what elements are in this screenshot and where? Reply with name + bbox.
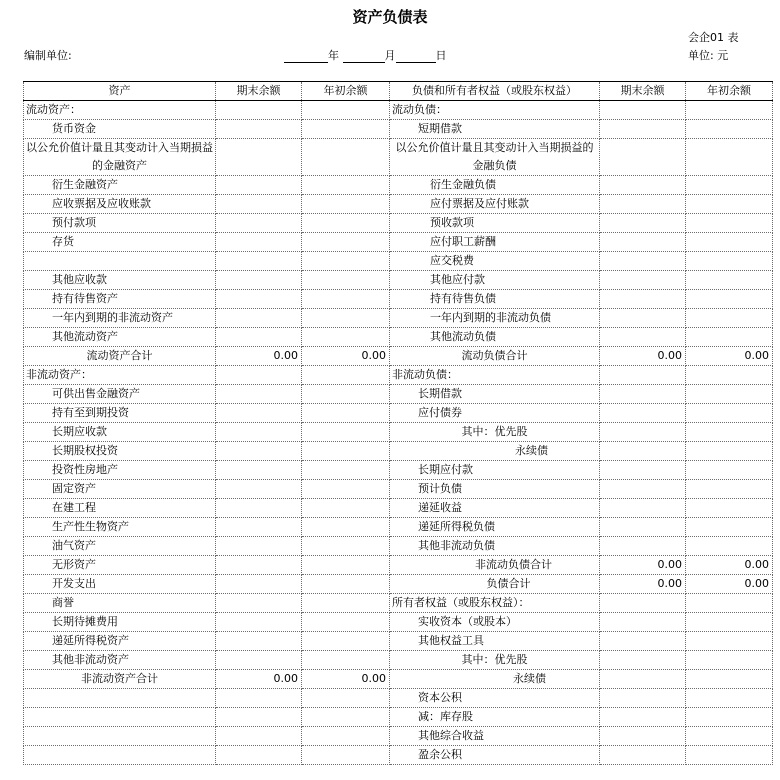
table-row xyxy=(24,480,773,499)
asset-begin-value[interactable]: 0.00 xyxy=(302,670,390,689)
asset-end-value[interactable] xyxy=(216,594,302,613)
table-row xyxy=(24,404,773,423)
liability-begin-value[interactable] xyxy=(686,708,773,727)
liability-label: 短期借款 xyxy=(390,120,600,139)
table-row xyxy=(24,101,773,120)
liability-begin-value[interactable] xyxy=(686,214,773,233)
asset-end-value[interactable] xyxy=(216,556,302,575)
liability-label: 预收款项 xyxy=(390,214,600,233)
liability-begin-value[interactable] xyxy=(686,613,773,632)
asset-begin-value[interactable] xyxy=(302,290,390,309)
liability-begin-value[interactable] xyxy=(686,423,773,442)
asset-label: 开发支出 xyxy=(24,575,216,594)
asset-end-value[interactable] xyxy=(216,120,302,139)
asset-end-value[interactable] xyxy=(216,309,302,328)
asset-end-value[interactable]: 0.00 xyxy=(216,670,302,689)
asset-begin-value[interactable] xyxy=(302,328,390,347)
report-title: 资产负债表 xyxy=(352,8,428,26)
table-row xyxy=(24,195,773,214)
liability-begin-value[interactable] xyxy=(686,271,773,290)
liability-begin-value[interactable] xyxy=(686,480,773,499)
asset-label: 递延所得税资产 xyxy=(24,632,216,651)
asset-begin-value[interactable] xyxy=(302,613,390,632)
liability-label: 其中：优先股 xyxy=(390,651,600,670)
asset-label: 非流动资产： xyxy=(24,366,216,385)
liability-label: 其他综合收益 xyxy=(390,727,600,746)
table-row xyxy=(24,651,773,670)
liability-end-value[interactable] xyxy=(600,727,686,746)
asset-label: 无形资产 xyxy=(24,556,216,575)
asset-begin-value[interactable] xyxy=(302,632,390,651)
liability-label: 其中：优先股 xyxy=(390,423,600,442)
asset-end-value[interactable] xyxy=(216,101,302,120)
table-row xyxy=(24,120,773,139)
asset-label xyxy=(24,727,216,746)
liability-begin-value[interactable] xyxy=(686,632,773,651)
table-row xyxy=(24,214,773,233)
liability-end-value[interactable] xyxy=(600,746,686,765)
asset-label: 固定资产 xyxy=(24,480,216,499)
header-assets: 资产 xyxy=(24,82,216,101)
asset-end-value[interactable] xyxy=(216,689,302,708)
table-row xyxy=(24,347,773,366)
asset-begin-value[interactable] xyxy=(302,366,390,385)
currency-unit: 单位: 元 xyxy=(688,49,729,62)
asset-label xyxy=(24,708,216,727)
asset-label: 预付款项 xyxy=(24,214,216,233)
asset-end-value[interactable] xyxy=(216,632,302,651)
liability-end-value[interactable] xyxy=(600,423,686,442)
table-row xyxy=(24,594,773,613)
liability-begin-value[interactable]: 0.00 xyxy=(686,347,773,366)
liability-end-value[interactable] xyxy=(600,708,686,727)
asset-label xyxy=(24,252,216,271)
year-blank[interactable] xyxy=(284,51,328,63)
asset-end-value[interactable] xyxy=(216,290,302,309)
non-current-assets-total-label: 非流动资产合计 xyxy=(24,670,216,689)
current-liabilities-total-label: 流动负债合计 xyxy=(390,347,600,366)
asset-label: 长期股权投资 xyxy=(24,442,216,461)
asset-label: 以公允价值计量且其变动计入当期损益的金融资产 xyxy=(24,139,216,176)
header-begin-balance: 年初余额 xyxy=(302,82,390,101)
liability-label: 永续债 xyxy=(390,442,600,461)
current-assets-total-label: 流动资产合计 xyxy=(24,347,216,366)
asset-end-value[interactable] xyxy=(216,252,302,271)
asset-end-value[interactable] xyxy=(216,537,302,556)
liability-begin-value[interactable] xyxy=(686,120,773,139)
liability-label: 应付债券 xyxy=(390,404,600,423)
liability-end-value[interactable] xyxy=(600,594,686,613)
asset-label: 长期待摊费用 xyxy=(24,613,216,632)
liability-begin-value[interactable] xyxy=(686,385,773,404)
asset-end-value[interactable] xyxy=(216,461,302,480)
table-row xyxy=(24,575,773,594)
liability-begin-value[interactable] xyxy=(686,537,773,556)
asset-end-value[interactable] xyxy=(216,214,302,233)
asset-label: 持有至到期投资 xyxy=(24,404,216,423)
asset-end-value[interactable] xyxy=(216,442,302,461)
year-label: 年 xyxy=(328,49,339,62)
table-row xyxy=(24,632,773,651)
asset-end-value[interactable] xyxy=(216,385,302,404)
table-row xyxy=(24,442,773,461)
asset-end-value[interactable] xyxy=(216,271,302,290)
asset-label: 生产性生物资产 xyxy=(24,518,216,537)
liability-label: 一年内到期的非流动负债 xyxy=(390,309,600,328)
asset-label: 油气资产 xyxy=(24,537,216,556)
asset-begin-value[interactable] xyxy=(302,233,390,252)
balance-sheet-table xyxy=(23,81,773,765)
liability-end-value[interactable] xyxy=(600,271,686,290)
liability-end-value[interactable] xyxy=(600,120,686,139)
liability-begin-value[interactable] xyxy=(686,328,773,347)
liability-end-value[interactable] xyxy=(600,651,686,670)
reporting-entity-label: 编制单位: xyxy=(24,49,72,62)
liability-begin-value[interactable] xyxy=(686,727,773,746)
asset-end-value[interactable] xyxy=(216,480,302,499)
liability-end-value[interactable] xyxy=(600,176,686,195)
asset-begin-value[interactable] xyxy=(302,651,390,670)
asset-begin-value[interactable] xyxy=(302,746,390,765)
form-code: 会企01 表 xyxy=(688,31,739,44)
asset-begin-value[interactable] xyxy=(302,309,390,328)
day-blank[interactable] xyxy=(396,51,436,63)
table-row xyxy=(24,385,773,404)
table-row xyxy=(24,556,773,575)
asset-end-value[interactable] xyxy=(216,195,302,214)
table-row xyxy=(24,309,773,328)
liability-label: 其他非流动负债 xyxy=(390,537,600,556)
asset-end-value[interactable] xyxy=(216,176,302,195)
asset-begin-value[interactable] xyxy=(302,404,390,423)
table-row xyxy=(24,366,773,385)
liability-begin-value[interactable]: 0.00 xyxy=(686,575,773,594)
table-row xyxy=(24,271,773,290)
liability-label: 长期应付款 xyxy=(390,461,600,480)
liability-label: 流动负债： xyxy=(390,101,600,120)
liability-end-value[interactable] xyxy=(600,252,686,271)
liability-end-value[interactable]: 0.00 xyxy=(600,347,686,366)
asset-end-value[interactable] xyxy=(216,404,302,423)
asset-end-value[interactable] xyxy=(216,651,302,670)
asset-end-value[interactable] xyxy=(216,727,302,746)
liability-label: 资本公积 xyxy=(390,689,600,708)
asset-label xyxy=(24,746,216,765)
liability-begin-value[interactable] xyxy=(686,746,773,765)
asset-begin-value[interactable] xyxy=(302,499,390,518)
liability-label: 递延收益 xyxy=(390,499,600,518)
asset-begin-value[interactable] xyxy=(302,689,390,708)
liability-end-value[interactable] xyxy=(600,139,686,176)
asset-end-value[interactable] xyxy=(216,366,302,385)
asset-end-value[interactable] xyxy=(216,746,302,765)
asset-label: 其他非流动资产 xyxy=(24,651,216,670)
month-label: 月 xyxy=(384,49,396,62)
month-blank[interactable] xyxy=(343,51,385,63)
table-row xyxy=(24,670,773,689)
liability-begin-value[interactable] xyxy=(686,366,773,385)
asset-end-value[interactable] xyxy=(216,613,302,632)
liability-label: 应付职工薪酬 xyxy=(390,233,600,252)
table-row xyxy=(24,233,773,252)
table-row xyxy=(24,499,773,518)
asset-label: 一年内到期的非流动资产 xyxy=(24,309,216,328)
table-row xyxy=(24,423,773,442)
asset-label: 可供出售金融资产 xyxy=(24,385,216,404)
total-liabilities-label: 负债合计 xyxy=(390,575,600,594)
asset-label: 货币资金 xyxy=(24,120,216,139)
liability-begin-value[interactable] xyxy=(686,139,773,176)
liability-label: 其他流动负债 xyxy=(390,328,600,347)
asset-begin-value[interactable] xyxy=(302,139,390,176)
liability-label: 所有者权益（或股东权益）： xyxy=(390,594,600,613)
liability-begin-value[interactable] xyxy=(686,252,773,271)
table-row xyxy=(24,176,773,195)
asset-end-value[interactable] xyxy=(216,139,302,176)
liability-begin-value[interactable] xyxy=(686,689,773,708)
asset-begin-value[interactable] xyxy=(302,385,390,404)
asset-end-value[interactable] xyxy=(216,233,302,252)
liability-end-value[interactable] xyxy=(600,442,686,461)
asset-begin-value[interactable] xyxy=(302,708,390,727)
table-row xyxy=(24,139,773,176)
asset-label: 应收票据及应收账款 xyxy=(24,195,216,214)
liability-label: 盈余公积 xyxy=(390,746,600,765)
header-end-balance: 期末余额 xyxy=(216,82,302,101)
header-begin-balance-2: 年初余额 xyxy=(686,82,773,101)
asset-end-value[interactable] xyxy=(216,575,302,594)
liability-begin-value[interactable]: 0.00 xyxy=(686,556,773,575)
day-label: 日 xyxy=(435,49,447,62)
liability-end-value[interactable] xyxy=(600,480,686,499)
asset-label: 持有待售资产 xyxy=(24,290,216,309)
liability-label: 持有待售负债 xyxy=(390,290,600,309)
liability-begin-value[interactable] xyxy=(686,101,773,120)
table-row xyxy=(24,708,773,727)
liability-end-value[interactable] xyxy=(600,366,686,385)
asset-end-value[interactable] xyxy=(216,423,302,442)
liability-end-value[interactable] xyxy=(600,290,686,309)
asset-label: 投资性房地产 xyxy=(24,461,216,480)
asset-begin-value[interactable] xyxy=(302,214,390,233)
liability-end-value[interactable] xyxy=(600,101,686,120)
asset-end-value[interactable] xyxy=(216,708,302,727)
liability-end-value[interactable] xyxy=(600,309,686,328)
liability-begin-value[interactable] xyxy=(686,404,773,423)
liability-end-value[interactable] xyxy=(600,499,686,518)
asset-begin-value[interactable] xyxy=(302,727,390,746)
liability-begin-value[interactable] xyxy=(686,442,773,461)
asset-label: 其他应收款 xyxy=(24,271,216,290)
liability-begin-value[interactable] xyxy=(686,176,773,195)
liability-end-value[interactable] xyxy=(600,195,686,214)
table-row xyxy=(24,518,773,537)
liability-end-value[interactable] xyxy=(600,670,686,689)
liability-label: 其他应付款 xyxy=(390,271,600,290)
liability-begin-value[interactable] xyxy=(686,290,773,309)
table-row xyxy=(24,461,773,480)
liability-begin-value[interactable] xyxy=(686,233,773,252)
liability-begin-value[interactable] xyxy=(686,461,773,480)
asset-label: 商誉 xyxy=(24,594,216,613)
liability-begin-value[interactable] xyxy=(686,518,773,537)
asset-label xyxy=(24,689,216,708)
liability-label: 非流动负债： xyxy=(390,366,600,385)
liability-end-value[interactable]: 0.00 xyxy=(600,575,686,594)
asset-begin-value[interactable] xyxy=(302,594,390,613)
header-liabilities-equity: 负债和所有者权益（或股东权益） xyxy=(390,82,600,101)
header-row xyxy=(24,82,773,101)
table-row xyxy=(24,328,773,347)
table-row xyxy=(24,613,773,632)
liability-label: 实收资本（或股本） xyxy=(390,613,600,632)
asset-end-value[interactable]: 0.00 xyxy=(216,347,302,366)
asset-begin-value[interactable] xyxy=(302,195,390,214)
liability-end-value[interactable] xyxy=(600,518,686,537)
asset-begin-value[interactable] xyxy=(302,556,390,575)
asset-label: 衍生金融资产 xyxy=(24,176,216,195)
liability-end-value[interactable] xyxy=(600,632,686,651)
liability-end-value[interactable] xyxy=(600,385,686,404)
non-current-liabilities-total-label: 非流动负债合计 xyxy=(390,556,600,575)
header-end-balance-2: 期末余额 xyxy=(600,82,686,101)
asset-end-value[interactable] xyxy=(216,499,302,518)
liability-end-value[interactable] xyxy=(600,214,686,233)
asset-label: 长期应收款 xyxy=(24,423,216,442)
liability-end-value[interactable] xyxy=(600,404,686,423)
table-row xyxy=(24,252,773,271)
asset-begin-value[interactable] xyxy=(302,537,390,556)
table-row xyxy=(24,290,773,309)
liability-label: 预计负债 xyxy=(390,480,600,499)
liability-label: 以公允价值计量且其变动计入当期损益的金融负债 xyxy=(390,139,600,176)
liability-label: 永续债 xyxy=(390,670,600,689)
asset-begin-value[interactable] xyxy=(302,442,390,461)
asset-end-value[interactable] xyxy=(216,328,302,347)
liability-label: 其他权益工具 xyxy=(390,632,600,651)
liability-label: 长期借款 xyxy=(390,385,600,404)
asset-begin-value[interactable] xyxy=(302,120,390,139)
report-date xyxy=(284,47,447,63)
liability-end-value[interactable] xyxy=(600,689,686,708)
asset-begin-value[interactable] xyxy=(302,461,390,480)
liability-begin-value[interactable] xyxy=(686,499,773,518)
liability-end-value[interactable] xyxy=(600,613,686,632)
asset-begin-value[interactable] xyxy=(302,518,390,537)
asset-end-value[interactable] xyxy=(216,518,302,537)
asset-begin-value[interactable] xyxy=(302,575,390,594)
liability-label: 应付票据及应付账款 xyxy=(390,195,600,214)
asset-begin-value[interactable] xyxy=(302,101,390,120)
liability-label: 衍生金融负债 xyxy=(390,176,600,195)
liability-begin-value[interactable] xyxy=(686,670,773,689)
table-row xyxy=(24,689,773,708)
liability-begin-value[interactable] xyxy=(686,195,773,214)
asset-label: 存货 xyxy=(24,233,216,252)
liability-label: 减：库存股 xyxy=(390,708,600,727)
liability-end-value[interactable] xyxy=(600,537,686,556)
asset-begin-value[interactable] xyxy=(302,252,390,271)
asset-begin-value[interactable] xyxy=(302,423,390,442)
liability-label: 应交税费 xyxy=(390,252,600,271)
asset-begin-value[interactable] xyxy=(302,271,390,290)
liability-begin-value[interactable] xyxy=(686,309,773,328)
asset-begin-value[interactable] xyxy=(302,480,390,499)
table-row xyxy=(24,727,773,746)
asset-begin-value[interactable] xyxy=(302,176,390,195)
asset-begin-value[interactable]: 0.00 xyxy=(302,347,390,366)
table-row xyxy=(24,537,773,556)
liability-end-value[interactable] xyxy=(600,328,686,347)
liability-begin-value[interactable] xyxy=(686,594,773,613)
liability-end-value[interactable] xyxy=(600,233,686,252)
asset-label: 其他流动资产 xyxy=(24,328,216,347)
table-row xyxy=(24,746,773,765)
liability-end-value[interactable] xyxy=(600,461,686,480)
asset-label: 流动资产： xyxy=(24,101,216,120)
liability-label: 递延所得税负债 xyxy=(390,518,600,537)
asset-label: 在建工程 xyxy=(24,499,216,518)
liability-end-value[interactable]: 0.00 xyxy=(600,556,686,575)
liability-begin-value[interactable] xyxy=(686,651,773,670)
